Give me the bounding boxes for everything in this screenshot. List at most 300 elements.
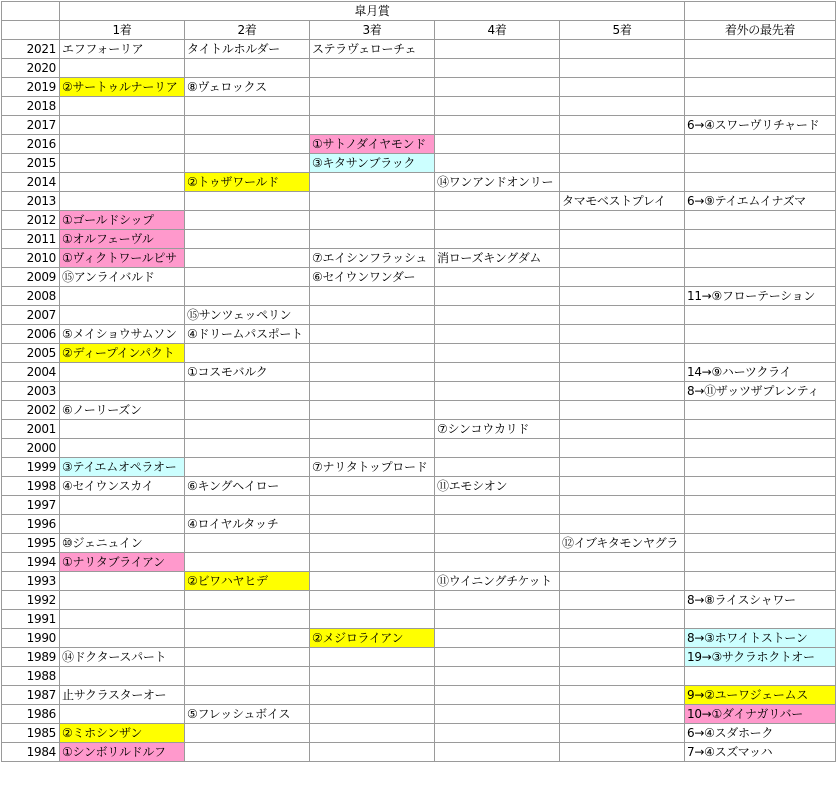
header-4th[interactable]: 4着 — [435, 21, 560, 40]
place-3-cell[interactable] — [310, 116, 435, 135]
best-outside-cell[interactable]: 7→④スズマッハ — [685, 743, 836, 762]
place-5-cell[interactable] — [560, 249, 685, 268]
header-year[interactable] — [2, 21, 60, 40]
sheet-title[interactable]: 皐月賞 — [60, 2, 685, 21]
place-1-cell[interactable]: ①オルフェーヴル — [60, 230, 185, 249]
best-outside-cell[interactable]: 6→⑨テイエムイナズマ — [685, 192, 836, 211]
place-2-cell[interactable] — [185, 192, 310, 211]
best-outside-cell[interactable] — [685, 667, 836, 686]
place-4-cell[interactable] — [435, 667, 560, 686]
table-row — [2, 173, 836, 192]
year-cell[interactable]: 2016 — [2, 135, 60, 154]
place-2-cell[interactable] — [185, 724, 310, 743]
year-cell[interactable]: 2017 — [2, 116, 60, 135]
place-5-cell[interactable] — [560, 553, 685, 572]
best-outside-cell[interactable] — [685, 135, 836, 154]
year-cell[interactable]: 2014 — [2, 173, 60, 192]
best-outside-cell[interactable]: 10→①ダイナガリバー — [685, 705, 836, 724]
place-1-cell[interactable]: ⑭ドクタースパート — [60, 648, 185, 667]
place-5-cell[interactable] — [560, 420, 685, 439]
place-4-cell[interactable] — [435, 78, 560, 97]
place-3-cell[interactable] — [310, 97, 435, 116]
year-cell[interactable]: 1987 — [2, 686, 60, 705]
place-2-cell[interactable]: タイトルホルダー — [185, 40, 310, 59]
title-right-cell[interactable] — [685, 2, 836, 21]
table-row — [2, 439, 836, 458]
table-row — [2, 192, 836, 211]
place-4-cell[interactable] — [435, 705, 560, 724]
best-outside-cell[interactable] — [685, 59, 836, 78]
best-outside-cell[interactable]: 8→⑪ザッツザプレンティ — [685, 382, 836, 401]
year-cell[interactable]: 2011 — [2, 230, 60, 249]
place-5-cell[interactable] — [560, 667, 685, 686]
best-outside-cell[interactable]: 9→②ユーワジェームス — [685, 686, 836, 705]
place-1-cell[interactable] — [60, 382, 185, 401]
place-1-cell[interactable] — [60, 97, 185, 116]
place-2-cell[interactable] — [185, 116, 310, 135]
place-4-cell[interactable]: ⑪ウイニングチケット — [435, 572, 560, 591]
place-5-cell[interactable] — [560, 724, 685, 743]
year-cell[interactable]: 1995 — [2, 534, 60, 553]
place-4-cell[interactable] — [435, 401, 560, 420]
year-cell[interactable]: 1999 — [2, 458, 60, 477]
place-2-cell[interactable] — [185, 154, 310, 173]
place-5-cell[interactable] — [560, 401, 685, 420]
place-4-cell[interactable] — [435, 135, 560, 154]
place-4-cell[interactable] — [435, 686, 560, 705]
best-outside-cell[interactable] — [685, 515, 836, 534]
table-row — [2, 553, 836, 572]
place-3-cell[interactable] — [310, 211, 435, 230]
best-outside-cell[interactable] — [685, 154, 836, 173]
year-cell[interactable]: 2001 — [2, 420, 60, 439]
place-1-cell[interactable] — [60, 420, 185, 439]
place-4-cell[interactable] — [435, 325, 560, 344]
place-2-cell[interactable]: ①コスモバルク — [185, 363, 310, 382]
place-1-cell[interactable]: ②ディープインパクト — [60, 344, 185, 363]
year-cell[interactable]: 1996 — [2, 515, 60, 534]
year-cell[interactable]: 2000 — [2, 439, 60, 458]
place-4-cell[interactable] — [435, 97, 560, 116]
place-4-cell[interactable] — [435, 610, 560, 629]
place-3-cell[interactable] — [310, 363, 435, 382]
place-4-cell[interactable] — [435, 154, 560, 173]
place-3-cell[interactable] — [310, 59, 435, 78]
table-row — [2, 629, 836, 648]
year-cell[interactable]: 2004 — [2, 363, 60, 382]
best-outside-cell[interactable]: 11→⑨フローテーション — [685, 287, 836, 306]
year-cell[interactable]: 2008 — [2, 287, 60, 306]
place-3-cell[interactable] — [310, 743, 435, 762]
place-2-cell[interactable] — [185, 686, 310, 705]
place-3-cell[interactable] — [310, 724, 435, 743]
place-2-cell[interactable] — [185, 97, 310, 116]
table-row — [2, 344, 836, 363]
year-cell[interactable]: 2002 — [2, 401, 60, 420]
year-cell[interactable]: 2021 — [2, 40, 60, 59]
place-4-cell[interactable] — [435, 382, 560, 401]
table-row — [2, 154, 836, 173]
place-1-cell[interactable] — [60, 439, 185, 458]
year-cell[interactable]: 2006 — [2, 325, 60, 344]
year-cell[interactable]: 1994 — [2, 553, 60, 572]
place-1-cell[interactable] — [60, 705, 185, 724]
best-outside-cell[interactable]: 14→⑨ハーツクライ — [685, 363, 836, 382]
place-4-cell[interactable] — [435, 344, 560, 363]
place-5-cell[interactable] — [560, 78, 685, 97]
place-3-cell[interactable]: ⑥セイウンワンダー — [310, 268, 435, 287]
year-cell[interactable]: 1990 — [2, 629, 60, 648]
header-5th[interactable]: 5着 — [560, 21, 685, 40]
table-row — [2, 401, 836, 420]
place-1-cell[interactable] — [60, 135, 185, 154]
place-2-cell[interactable] — [185, 401, 310, 420]
best-outside-cell[interactable]: 8→③ホワイトストーン — [685, 629, 836, 648]
place-1-cell[interactable] — [60, 496, 185, 515]
place-2-cell[interactable] — [185, 268, 310, 287]
place-2-cell[interactable] — [185, 135, 310, 154]
best-outside-cell[interactable] — [685, 249, 836, 268]
place-2-cell[interactable] — [185, 629, 310, 648]
place-3-cell[interactable] — [310, 401, 435, 420]
place-5-cell[interactable] — [560, 211, 685, 230]
place-3-cell[interactable] — [310, 534, 435, 553]
year-cell[interactable]: 2003 — [2, 382, 60, 401]
year-cell[interactable]: 1993 — [2, 572, 60, 591]
table-row — [2, 534, 836, 553]
best-outside-cell[interactable]: 6→④スワーヴリチャード — [685, 116, 836, 135]
best-outside-cell[interactable] — [685, 610, 836, 629]
place-4-cell[interactable] — [435, 116, 560, 135]
best-outside-cell[interactable] — [685, 553, 836, 572]
year-cell[interactable]: 2020 — [2, 59, 60, 78]
place-3-cell[interactable] — [310, 705, 435, 724]
place-5-cell[interactable]: タマモベストプレイ — [560, 192, 685, 211]
place-4-cell[interactable] — [435, 496, 560, 515]
place-1-cell[interactable] — [60, 59, 185, 78]
place-4-cell[interactable] — [435, 439, 560, 458]
table-row — [2, 230, 836, 249]
year-cell[interactable]: 1992 — [2, 591, 60, 610]
place-4-cell[interactable] — [435, 515, 560, 534]
place-4-cell[interactable] — [435, 591, 560, 610]
place-4-cell[interactable] — [435, 40, 560, 59]
place-1-cell[interactable]: ⑥ノーリーズン — [60, 401, 185, 420]
year-cell[interactable]: 1989 — [2, 648, 60, 667]
table-row — [2, 306, 836, 325]
year-cell[interactable]: 2007 — [2, 306, 60, 325]
place-1-cell[interactable] — [60, 116, 185, 135]
place-5-cell[interactable]: ⑫イブキタモンヤグラ — [560, 534, 685, 553]
table-row — [2, 743, 836, 762]
place-5-cell[interactable] — [560, 287, 685, 306]
place-1-cell[interactable]: ①シンボリルドルフ — [60, 743, 185, 762]
year-cell[interactable]: 2013 — [2, 192, 60, 211]
place-5-cell[interactable] — [560, 591, 685, 610]
table-row — [2, 135, 836, 154]
place-4-cell[interactable] — [435, 458, 560, 477]
place-2-cell[interactable] — [185, 439, 310, 458]
table-row — [2, 515, 836, 534]
place-1-cell[interactable] — [60, 667, 185, 686]
place-1-cell[interactable]: ⑤メイショウサムソン — [60, 325, 185, 344]
place-2-cell[interactable]: ④ロイヤルタッチ — [185, 515, 310, 534]
place-3-cell[interactable]: ②メジロライアン — [310, 629, 435, 648]
place-2-cell[interactable]: ⑤フレッシュボイス — [185, 705, 310, 724]
best-outside-cell[interactable] — [685, 572, 836, 591]
place-3-cell[interactable] — [310, 420, 435, 439]
place-3-cell[interactable] — [310, 477, 435, 496]
best-outside-cell[interactable] — [685, 306, 836, 325]
header-2nd[interactable]: 2着 — [185, 21, 310, 40]
best-outside-cell[interactable] — [685, 173, 836, 192]
place-5-cell[interactable] — [560, 306, 685, 325]
place-5-cell[interactable] — [560, 59, 685, 78]
place-3-cell[interactable] — [310, 344, 435, 363]
place-1-cell[interactable]: ⑮アンライバルド — [60, 268, 185, 287]
place-1-cell[interactable] — [60, 591, 185, 610]
place-4-cell[interactable] — [435, 287, 560, 306]
place-5-cell[interactable] — [560, 477, 685, 496]
place-4-cell[interactable] — [435, 534, 560, 553]
place-5-cell[interactable] — [560, 496, 685, 515]
year-cell[interactable]: 1997 — [2, 496, 60, 515]
place-4-cell[interactable] — [435, 211, 560, 230]
place-3-cell[interactable] — [310, 553, 435, 572]
best-outside-cell[interactable] — [685, 211, 836, 230]
place-3-cell[interactable] — [310, 230, 435, 249]
table-row — [2, 420, 836, 439]
table-row — [2, 116, 836, 135]
best-outside-cell[interactable] — [685, 344, 836, 363]
place-5-cell[interactable] — [560, 382, 685, 401]
place-5-cell[interactable] — [560, 439, 685, 458]
place-1-cell[interactable]: ⑩ジェニュイン — [60, 534, 185, 553]
best-outside-cell[interactable] — [685, 268, 836, 287]
place-3-cell[interactable] — [310, 78, 435, 97]
table-row — [2, 724, 836, 743]
place-1-cell[interactable]: ①ナリタブライアン — [60, 553, 185, 572]
place-3-cell[interactable] — [310, 648, 435, 667]
place-5-cell[interactable] — [560, 116, 685, 135]
year-cell[interactable]: 2009 — [2, 268, 60, 287]
best-outside-cell[interactable] — [685, 534, 836, 553]
table-row — [2, 705, 836, 724]
place-4-cell[interactable] — [435, 268, 560, 287]
place-2-cell[interactable] — [185, 534, 310, 553]
best-outside-cell[interactable] — [685, 78, 836, 97]
place-4-cell[interactable] — [435, 553, 560, 572]
place-2-cell[interactable] — [185, 382, 310, 401]
corner-cell[interactable] — [2, 2, 60, 21]
best-outside-cell[interactable]: 19→③サクラホクトオー — [685, 648, 836, 667]
best-outside-cell[interactable] — [685, 496, 836, 515]
place-1-cell[interactable]: エフフォーリア — [60, 40, 185, 59]
place-5-cell[interactable] — [560, 363, 685, 382]
place-3-cell[interactable]: ⑦エイシンフラッシュ — [310, 249, 435, 268]
place-2-cell[interactable] — [185, 553, 310, 572]
table-row — [2, 667, 836, 686]
place-3-cell[interactable] — [310, 667, 435, 686]
place-5-cell[interactable] — [560, 515, 685, 534]
best-outside-cell[interactable] — [685, 477, 836, 496]
place-2-cell[interactable] — [185, 648, 310, 667]
place-1-cell[interactable] — [60, 306, 185, 325]
place-1-cell[interactable]: ④セイウンスカイ — [60, 477, 185, 496]
place-2-cell[interactable]: ④ドリームパスポート — [185, 325, 310, 344]
place-1-cell[interactable] — [60, 154, 185, 173]
place-4-cell[interactable] — [435, 306, 560, 325]
place-1-cell[interactable]: ②ミホシンザン — [60, 724, 185, 743]
table-row — [2, 572, 836, 591]
header-3rd[interactable]: 3着 — [310, 21, 435, 40]
place-2-cell[interactable]: ⑮サンツェッペリン — [185, 306, 310, 325]
place-1-cell[interactable]: ②サートゥルナーリア — [60, 78, 185, 97]
place-2-cell[interactable]: ⑥キングヘイロー — [185, 477, 310, 496]
place-5-cell[interactable] — [560, 572, 685, 591]
place-1-cell[interactable] — [60, 629, 185, 648]
place-2-cell[interactable] — [185, 610, 310, 629]
year-cell[interactable]: 1986 — [2, 705, 60, 724]
place-4-cell[interactable] — [435, 648, 560, 667]
place-2-cell[interactable] — [185, 230, 310, 249]
place-2-cell[interactable] — [185, 287, 310, 306]
year-cell[interactable]: 2005 — [2, 344, 60, 363]
year-cell[interactable]: 2019 — [2, 78, 60, 97]
place-3-cell[interactable] — [310, 515, 435, 534]
place-5-cell[interactable] — [560, 325, 685, 344]
place-2-cell[interactable] — [185, 458, 310, 477]
year-cell[interactable]: 2015 — [2, 154, 60, 173]
place-3-cell[interactable]: ③キタサンブラック — [310, 154, 435, 173]
place-4-cell[interactable] — [435, 230, 560, 249]
place-3-cell[interactable] — [310, 439, 435, 458]
place-3-cell[interactable]: ⑦ナリタトップロード — [310, 458, 435, 477]
place-1-cell[interactable] — [60, 572, 185, 591]
header-1st[interactable]: 1着 — [60, 21, 185, 40]
place-5-cell[interactable] — [560, 97, 685, 116]
best-outside-cell[interactable] — [685, 40, 836, 59]
place-2-cell[interactable] — [185, 420, 310, 439]
place-5-cell[interactable] — [560, 344, 685, 363]
place-4-cell[interactable]: ⑦シンコウカリド — [435, 420, 560, 439]
place-4-cell[interactable]: ⑪エモシオン — [435, 477, 560, 496]
place-3-cell[interactable] — [310, 192, 435, 211]
place-1-cell[interactable]: 止サクラスターオー — [60, 686, 185, 705]
place-5-cell[interactable] — [560, 458, 685, 477]
place-1-cell[interactable]: ①ヴィクトワールピサ — [60, 249, 185, 268]
best-outside-cell[interactable] — [685, 401, 836, 420]
place-4-cell[interactable] — [435, 629, 560, 648]
place-5-cell[interactable] — [560, 173, 685, 192]
best-outside-cell[interactable] — [685, 420, 836, 439]
place-3-cell[interactable] — [310, 382, 435, 401]
year-cell[interactable]: 2012 — [2, 211, 60, 230]
place-5-cell[interactable] — [560, 135, 685, 154]
place-4-cell[interactable]: ⑭ワンアンドオンリー — [435, 173, 560, 192]
year-cell[interactable]: 2018 — [2, 97, 60, 116]
place-1-cell[interactable] — [60, 363, 185, 382]
place-2-cell[interactable] — [185, 344, 310, 363]
place-3-cell[interactable]: ステラヴェローチェ — [310, 40, 435, 59]
best-outside-cell[interactable]: 8→⑧ライスシャワー — [685, 591, 836, 610]
place-2-cell[interactable]: ②トゥザワールド — [185, 173, 310, 192]
place-2-cell[interactable] — [185, 591, 310, 610]
place-2-cell[interactable] — [185, 496, 310, 515]
place-4-cell[interactable] — [435, 724, 560, 743]
place-5-cell[interactable] — [560, 686, 685, 705]
best-outside-cell[interactable] — [685, 230, 836, 249]
year-cell[interactable]: 1991 — [2, 610, 60, 629]
place-3-cell[interactable] — [310, 572, 435, 591]
place-2-cell[interactable] — [185, 743, 310, 762]
place-2-cell[interactable] — [185, 59, 310, 78]
year-cell[interactable]: 2010 — [2, 249, 60, 268]
place-5-cell[interactable] — [560, 230, 685, 249]
table-row — [2, 78, 836, 97]
place-3-cell[interactable] — [310, 325, 435, 344]
place-1-cell[interactable]: ③テイエムオペラオー — [60, 458, 185, 477]
place-1-cell[interactable]: ①ゴールドシップ — [60, 211, 185, 230]
place-1-cell[interactable] — [60, 610, 185, 629]
place-1-cell[interactable] — [60, 173, 185, 192]
place-4-cell[interactable]: 消ローズキングダム — [435, 249, 560, 268]
place-2-cell[interactable] — [185, 211, 310, 230]
place-5-cell[interactable] — [560, 705, 685, 724]
place-5-cell[interactable] — [560, 268, 685, 287]
place-4-cell[interactable] — [435, 743, 560, 762]
place-3-cell[interactable] — [310, 173, 435, 192]
place-4-cell[interactable] — [435, 363, 560, 382]
place-3-cell[interactable] — [310, 496, 435, 515]
place-3-cell[interactable] — [310, 591, 435, 610]
year-cell[interactable]: 1985 — [2, 724, 60, 743]
header-row — [2, 21, 836, 40]
place-5-cell[interactable] — [560, 154, 685, 173]
place-2-cell[interactable]: ⑧ヴェロックス — [185, 78, 310, 97]
place-5-cell[interactable] — [560, 743, 685, 762]
place-1-cell[interactable] — [60, 287, 185, 306]
place-4-cell[interactable] — [435, 59, 560, 78]
best-outside-cell[interactable] — [685, 325, 836, 344]
place-3-cell[interactable]: ①サトノダイヤモンド — [310, 135, 435, 154]
year-cell[interactable]: 1988 — [2, 667, 60, 686]
place-1-cell[interactable] — [60, 192, 185, 211]
place-5-cell[interactable] — [560, 629, 685, 648]
place-4-cell[interactable] — [435, 192, 560, 211]
place-3-cell[interactable] — [310, 306, 435, 325]
place-2-cell[interactable]: ②ビワハヤヒデ — [185, 572, 310, 591]
place-5-cell[interactable] — [560, 40, 685, 59]
place-2-cell[interactable] — [185, 249, 310, 268]
best-outside-cell[interactable] — [685, 458, 836, 477]
place-1-cell[interactable] — [60, 515, 185, 534]
place-3-cell[interactable] — [310, 287, 435, 306]
place-3-cell[interactable] — [310, 686, 435, 705]
best-outside-cell[interactable] — [685, 97, 836, 116]
year-cell[interactable]: 1984 — [2, 743, 60, 762]
header-best-outside[interactable]: 着外の最先着 — [685, 21, 836, 40]
table-row — [2, 287, 836, 306]
place-2-cell[interactable] — [185, 667, 310, 686]
place-5-cell[interactable] — [560, 648, 685, 667]
best-outside-cell[interactable]: 6→④スダホーク — [685, 724, 836, 743]
place-3-cell[interactable] — [310, 610, 435, 629]
best-outside-cell[interactable] — [685, 439, 836, 458]
year-cell[interactable]: 1998 — [2, 477, 60, 496]
place-5-cell[interactable] — [560, 610, 685, 629]
table-row — [2, 363, 836, 382]
